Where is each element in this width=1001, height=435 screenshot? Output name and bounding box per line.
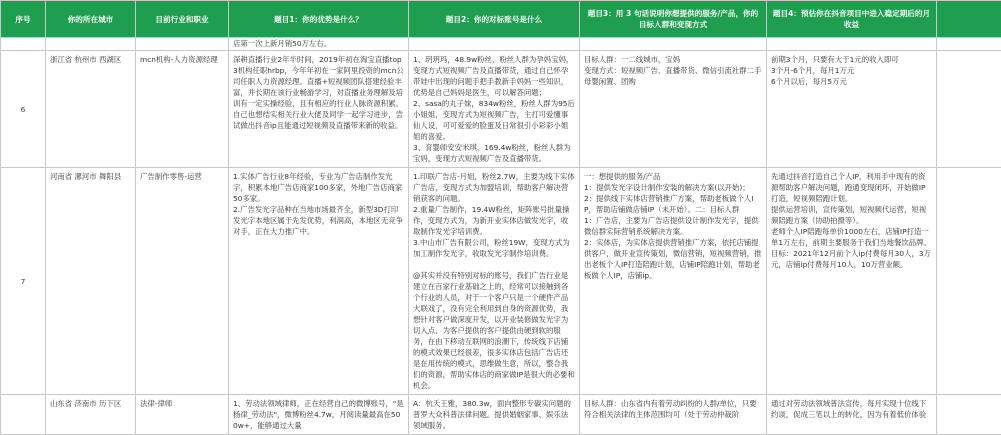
table-row — [1, 51, 1001, 168]
cell-q4[interactable]: 先通过抖音打造自己个人IP，利用手中现有的资源帮助客户解决问题，跑通变现闭环，开始做IP打造，短视频陪跑计划。 提供运营培训，宣传策划，短视频代运营，短视频陪跑方案（协助拍摄等）。 老师个人IP陪跑每单价1000左右，店铺IP打造一单1万左右，前期主要服务于我们当地餐饮品牌。 目标：2021年12月前个人ip付费每月30人，3万元，店铺ip付费每月10人，10万营业额。 — [767, 168, 937, 395]
cell-city[interactable]: 河南省 漯河市 舞阳县 — [46, 168, 136, 395]
table-row — [1, 395, 1001, 435]
cell-q3[interactable]: 目标人群：一二线城市，宝妈 变现方式：短视频广告、直播带货、微信引流社群二手母婴闲置、团购 — [580, 51, 767, 168]
header-row — [1, 1, 1001, 38]
cell-q2[interactable]: 1、玥玥玛，48.9w粉丝，粉丝人群为孕妈宝妈，变现方式短视频广告及直播带货，通过自己怀孕带娃中出现的问题手把手教新手妈妈一些知识，优势是自己妈妈是医生，可以解答问题； 2、sasa的丸子妹，834w粉丝，粉丝人群为95后小姐姐，变现方式为短视频广告，主打可爱懂事仙人设，可可爱爱的脸蛋及日常很引小彩彩小姐姐的喜爱。 3、育婴师安安米琪，169.4w粉丝，粉丝人群为宝妈，变现方式短视频广告及直播带货。 — [409, 51, 580, 168]
cell[interactable] — [767, 38, 937, 51]
cell-q3[interactable]: 一：想提供的服务/产品 1：提供发光字设计制作安装的解决方案(以开始)； 2：提供线下实体店营销推广方案，帮助老板做个人IP，帮助店铺做店铺IP（未开始）。二：目标人群 1：广告店，主要为广告店提供设计制作发光字，提供微信群实际营销系统解决方案。 2：实体店，为实体店提供营销推广方案，依托店铺提供客户，做开业宣传策划，微信营销，短视频营销，推出老板个人IP打造陪跑计划，店铺IP陪跑计划，帮助老板做个人IP，店铺ip。 — [580, 168, 767, 395]
cell-job[interactable]: 法律-律师 — [136, 395, 229, 435]
cell-extra[interactable] — [937, 168, 1001, 395]
cell[interactable] — [46, 38, 136, 51]
table-row — [1, 168, 1001, 395]
cell[interactable] — [136, 38, 229, 51]
cell[interactable] — [937, 38, 1001, 51]
cell-seq[interactable]: 7 — [1, 168, 46, 395]
cell[interactable] — [409, 38, 580, 51]
col-header-city[interactable]: 你的所在城市 — [46, 1, 136, 38]
cell-q1[interactable]: 1、劳动法领域律师，正在经营自己的微博账号，"是杨律_劳动法"，微博粉丝4.7w，月阅读量最高在500w+，能够通过大量 — [229, 395, 409, 435]
cell-q3[interactable]: 目标人群：山东省内有着劳动纠纷的人群/单位，只要符合相关法律的主体范围均可（处于劳动仲裁阶 — [580, 395, 767, 435]
col-header-seq[interactable]: 序号 — [1, 1, 46, 38]
cell-q1[interactable]: 深耕直播行业2年半时间，2019年初在淘宝直播top3机构任职hrbp，今年年初在一家阿里投资的mcn公司任职人力资源经理。直播+短视频团队搭建经验丰富，并长期在该行业畅游学习，对直播业务理解及培训有一定实操经验，且有相应的行业人脉资源积累。自己也想结实相关行业大佬及同学一起学习进步，尝试做出抖音ip且能通过短视频及直播带来新的收益。 — [229, 51, 409, 168]
cell-q1[interactable]: 1.实体广告行业8年经验，专业为广告店制作发光字，积累本地广告店商家100多家，外地广告店商家50多家。 2.广告发光字品种在当地市场最齐全，新型3D打印发光字本地区属于先发优势，利润高，本地区无竞争对手，正在大力推广中。 — [229, 168, 409, 395]
cell-q4[interactable]: 通过对劳动法领域普法宣传，每月实现十位线下约谈，促成三笔以上的转化，因为有着低价体验 — [767, 395, 937, 435]
cell-job[interactable]: mcn机构-人力资源经理 — [136, 51, 229, 168]
col-header-q4[interactable]: 题目4：预估你在抖音项目中进入稳定期后的月收益 — [767, 1, 937, 38]
cell[interactable] — [580, 38, 767, 51]
col-header-job[interactable]: 目前行业和职业 — [136, 1, 229, 38]
cell-extra[interactable] — [937, 51, 1001, 168]
col-header-q2[interactable]: 题目2：你的对标账号是什么 — [409, 1, 580, 38]
cell-seq[interactable] — [1, 395, 46, 435]
table-row — [1, 38, 1001, 51]
cell-job[interactable]: 广告制作零售-运营 — [136, 168, 229, 395]
col-header-q3[interactable]: 题目3：用 3 句话说明你想提供的服务/产品，你的目标人群和变现方式 — [580, 1, 767, 38]
cell-q2[interactable]: A：杭夭王雅，380.3w，面向整形专碳实问题的普罗大众科普法律问题。提供婚姻家事、娱乐法领域服务。 — [409, 395, 580, 435]
cell-extra[interactable] — [937, 395, 1001, 435]
cell-city[interactable]: 山东省 济南市 历下区 — [46, 395, 136, 435]
cell-q1-fragment[interactable]: 店第一次上新月销50万左右。 — [229, 38, 409, 51]
cell-city[interactable]: 浙江省 杭州市 西湖区 — [46, 51, 136, 168]
cell[interactable] — [1, 38, 46, 51]
col-header-q1[interactable]: 题目1：你的优势是什么？ — [229, 1, 409, 38]
cell-seq[interactable]: 6 — [1, 51, 46, 168]
col-header-extra[interactable] — [937, 1, 1001, 38]
cell-q2[interactable]: 1.印联广告店-月姐，粉丝2.7W，主要为线下实体广告店，变现方式为加盟培训，帮助客户解决营销获客的问题。 2.重量广告制作，19.4W粉丝，矩阵账号批量操作，变现方式为，为新开业实体店做发光字，收取制作发光字培训费。 3.中山市广告有限公司，粉丝19W，变现方式为加工制作发光字，收取发光字制作培训费。 @其实并没有特别对标的账号，我们广告行业是建立在百家行业基础之上的，经常可以接触到各个行业的人员，对于一个客户只是一个硬件产品大联戏了，没有完全利用到自身的资源优势，我想针对客户做深度开发，以开业装修做发光字为切入点，为客户提供的客户提供由硬到软的服务，在由下移动互联网的浪潮下，传统线下店铺的模式效果已经很差，很多实体店包括广告店还是在用传统的模式，思维做生意，所以，整合我们的资源，帮助实体店的商家做IP是很大的必要和机会。 — [409, 168, 580, 395]
cell-q4[interactable]: 前期3个月，只要有大于1元的收入即可 3个月-6个月，每月1万元 6个月以后，每月5万元 — [767, 51, 937, 168]
